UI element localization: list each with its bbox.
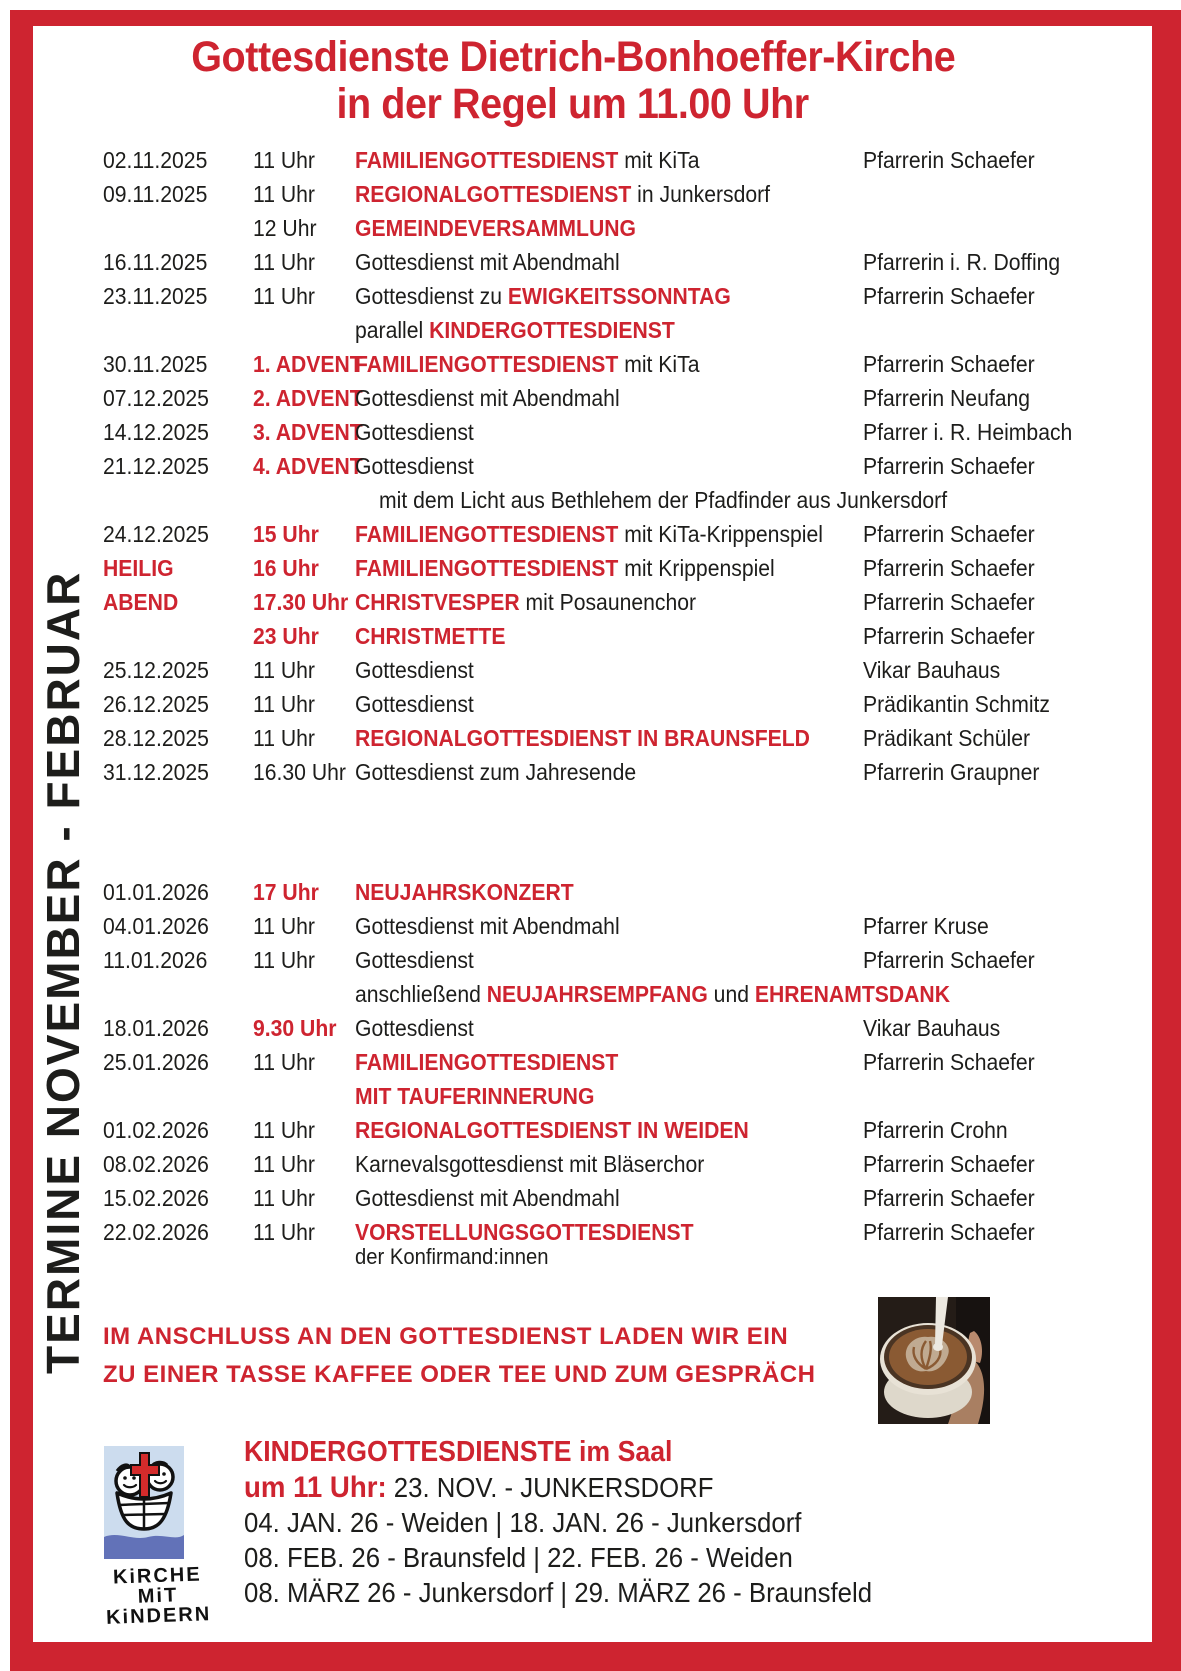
schedule-row (103, 483, 1143, 517)
frame-top (10, 10, 1181, 26)
date-cell: 26.12.2025 (103, 691, 209, 717)
kids-title-red: KINDERGOTTESDIENSTE (244, 1436, 572, 1468)
time-cell: 16 Uhr (253, 555, 319, 581)
date-cell: 11.01.2026 (103, 947, 208, 973)
schedule-row (103, 1147, 1143, 1181)
desc-cell: FAMILIENGOTTESDIENST (355, 1049, 619, 1075)
schedule-row (103, 1045, 1143, 1079)
desc-cell: Gottesdienst (355, 657, 474, 683)
pastor-cell: Vikar Bauhaus (863, 1015, 1001, 1041)
pastor-cell: Pfarrerin Schaefer (863, 1185, 1035, 1211)
desc-cell: REGIONALGOTTESDIENST IN WEIDEN (355, 1117, 749, 1143)
sidebar-vertical-label: TERMINE NOVEMBER - FEBRUAR (37, 570, 89, 1374)
time-cell: 11 Uhr (253, 725, 315, 751)
pastor-cell (863, 875, 1143, 909)
desc-cell: CHRISTVESPER mit Posaunenchor (355, 589, 697, 615)
schedule-row (103, 211, 1143, 245)
kids-first-entry: 23. NOV. - JUNKERSDORF (393, 1472, 714, 1503)
frame-right (1152, 10, 1181, 1671)
time-cell (253, 1079, 355, 1113)
date-cell: 23.11.2025 (103, 283, 208, 309)
time-cell: 4. ADVENT (253, 453, 363, 479)
desc-cell: FAMILIENGOTTESDIENST mit KiTa (355, 147, 700, 173)
date-cell: 15.02.2026 (103, 1185, 209, 1211)
kids-first-line (244, 1470, 927, 1505)
desc-cell: FAMILIENGOTTESDIENST mit Krippenspiel (355, 555, 775, 581)
desc-cell: Gottesdienst mit Abendmahl (355, 1185, 620, 1211)
date-cell: 14.12.2025 (103, 419, 209, 445)
time-cell: 3. ADVENT (253, 419, 363, 445)
pastor-cell (863, 177, 1143, 211)
date-cell: 04.01.2026 (103, 913, 209, 939)
pastor-cell: Pfarrerin Schaefer (863, 1049, 1035, 1075)
time-cell: 11 Uhr (253, 657, 315, 683)
schedule-row (103, 619, 1143, 653)
desc-cell: Gottesdienst mit Abendmahl (355, 913, 620, 939)
desc-cell: Gottesdienst (355, 453, 474, 479)
kids-logo-caption-line2: KiNDERN (105, 1603, 212, 1629)
frame-bottom (10, 1642, 1181, 1671)
desc-cell: Gottesdienst (355, 691, 474, 717)
coffee-invite-line1: IM ANSCHLUSS AN DEN GOTTESDIENST LADEN WIR EIN (103, 1323, 789, 1350)
date-cell (103, 619, 253, 653)
kids-logo-caption-line1: KiRCHE MiT (112, 1563, 202, 1608)
desc-cell: Gottesdienst (355, 1015, 474, 1041)
desc-cell: MIT TAUFERINNERUNG (355, 1083, 595, 1109)
date-cell (103, 211, 253, 245)
desc-cell: NEUJAHRSKONZERT (355, 879, 574, 905)
pastor-cell: Vikar Bauhaus (863, 657, 1001, 683)
kids-time-label: um 11 Uhr: (244, 1471, 387, 1504)
desc-cell: FAMILIENGOTTESDIENST mit KiTa (355, 351, 700, 377)
schedule-row (103, 347, 1143, 381)
desc-cell: REGIONALGOTTESDIENST in Junkersdorf (355, 181, 771, 207)
schedule-row (103, 1113, 1143, 1147)
desc-cell: Gottesdienst (355, 947, 474, 973)
pastor-cell: Pfarrerin Schaefer (863, 623, 1035, 649)
kids-line: 08. FEB. 26 - Braunsfeld | 22. FEB. 26 - Weiden (244, 1542, 793, 1573)
pastor-cell: Pfarrer i. R. Heimbach (863, 419, 1073, 445)
desc-cell: parallel KINDERGOTTESDIENST (355, 317, 675, 343)
schedule-row (103, 449, 1143, 483)
schedule-row (103, 653, 1143, 687)
time-cell: 11 Uhr (253, 147, 315, 173)
date-cell: ABEND (103, 589, 179, 615)
pastor-cell: Prädikant Schüler (863, 725, 1031, 751)
desc-cell: Gottesdienst (355, 419, 474, 445)
kids-title-black: im Saal (571, 1436, 673, 1468)
schedule-row (103, 909, 1143, 943)
schedule-row (103, 143, 1143, 177)
schedule-row (103, 245, 1143, 279)
schedule-row (103, 313, 1143, 347)
pastor-cell: Pfarrerin Crohn (863, 1117, 1008, 1143)
pastor-cell: Pfarrerin Schaefer (863, 555, 1035, 581)
desc-cell: GEMEINDEVERSAMMLUNG (355, 215, 636, 241)
kids-section (244, 1434, 927, 1610)
pastor-cell (863, 313, 1143, 347)
desc-cell: CHRISTMETTE (355, 623, 506, 649)
pastor-cell (863, 211, 1143, 245)
pastor-cell: Pfarrer Kruse (863, 913, 989, 939)
date-cell: 25.12.2025 (103, 657, 209, 683)
schedule-row (103, 721, 1143, 755)
page-title (33, 34, 1113, 128)
desc-cell: Karnevalsgottesdienst mit Bläserchor (355, 1151, 705, 1177)
frame-left (10, 10, 33, 1671)
schedule-row (103, 755, 1143, 789)
time-cell: 11 Uhr (253, 947, 315, 973)
date-cell: 07.12.2025 (103, 385, 209, 411)
pastor-cell: Pfarrerin Schaefer (863, 1151, 1035, 1177)
pastor-cell: Pfarrerin Schaefer (863, 147, 1035, 173)
time-cell: 11 Uhr (253, 1151, 315, 1177)
time-cell: 11 Uhr (253, 249, 315, 275)
coffee-invite-text (103, 1318, 815, 1394)
schedule-table (103, 143, 1143, 1270)
date-cell: 01.01.2026 (103, 879, 209, 905)
desc-cell: Gottesdienst mit Abendmahl (355, 385, 620, 411)
schedule-row (103, 1181, 1143, 1215)
kirche-mit-kindern-logo (103, 1445, 185, 1560)
time-cell: 11 Uhr (253, 1117, 315, 1143)
time-cell: 11 Uhr (253, 283, 315, 309)
schedule-row (103, 381, 1143, 415)
time-cell: 11 Uhr (253, 913, 315, 939)
desc-cell: Gottesdienst mit Abendmahl (355, 249, 620, 275)
time-cell: 11 Uhr (253, 181, 315, 207)
kids-section-title (244, 1434, 927, 1470)
kids-line: 08. MÄRZ 26 - Junkersdorf | 29. MÄRZ 26 - Braunsfeld (244, 1577, 873, 1608)
time-cell: 17.30 Uhr (253, 589, 349, 615)
time-cell: 1. ADVENT (253, 351, 363, 377)
schedule-row (103, 415, 1143, 449)
time-cell (253, 977, 355, 1011)
date-cell: HEILIG (103, 555, 174, 581)
pastor-cell: Pfarrerin Schaefer (863, 947, 1035, 973)
date-cell: 18.01.2026 (103, 1015, 209, 1041)
pastor-cell: Pfarrerin i. R. Doffing (863, 249, 1061, 275)
schedule-row (103, 551, 1143, 585)
pastor-cell: Pfarrerin Schaefer (863, 589, 1035, 615)
schedule-row (103, 943, 1143, 977)
date-cell: 30.11.2025 (103, 351, 208, 377)
date-cell: 01.02.2026 (103, 1117, 209, 1143)
desc-cell: Gottesdienst zu EWIGKEITSSONNTAG (355, 283, 731, 309)
desc-cell: Gottesdienst zum Jahresende (355, 759, 637, 785)
time-cell: 11 Uhr (253, 1049, 315, 1075)
page-title-line2: in der Regel um 11.00 Uhr (336, 80, 810, 128)
schedule-row (103, 1079, 1143, 1113)
desc-cell: VORSTELLUNGSGOTTESDIENST der Konfirmand:innen (355, 1215, 863, 1270)
schedule-row (103, 687, 1143, 721)
pastor-cell: Pfarrerin Schaefer (863, 521, 1035, 547)
date-cell (103, 1079, 253, 1113)
date-cell: 02.11.2025 (103, 147, 208, 173)
pastor-cell: Pfarrerin Schaefer (863, 1219, 1035, 1245)
pastor-cell: Prädikantin Schmitz (863, 691, 1050, 717)
schedule-row (103, 279, 1143, 313)
pastor-cell (863, 1079, 1143, 1113)
date-cell: 28.12.2025 (103, 725, 209, 751)
desc-cell: REGIONALGOTTESDIENST IN BRAUNSFELD (355, 725, 810, 751)
schedule-row (103, 977, 1143, 1011)
time-cell (253, 313, 355, 347)
coffee-photo (878, 1297, 990, 1424)
pastor-cell: Pfarrerin Neufang (863, 385, 1031, 411)
date-cell: 31.12.2025 (103, 759, 209, 785)
schedule-row (103, 177, 1143, 211)
pastor-cell: Pfarrerin Graupner (863, 759, 1040, 785)
date-cell (103, 313, 253, 347)
time-cell: 11 Uhr (253, 1185, 315, 1211)
time-cell: 16.30 Uhr (253, 759, 346, 785)
desc-cell: mit dem Licht aus Bethlehem der Pfadfinder aus Junkersdorf (379, 487, 948, 513)
date-cell: 08.02.2026 (103, 1151, 209, 1177)
kids-line: 04. JAN. 26 - Weiden | 18. JAN. 26 - Junkersdorf (244, 1507, 802, 1538)
date-cell: 16.11.2025 (103, 249, 208, 275)
time-cell: 11 Uhr (253, 691, 315, 717)
pastor-cell: Pfarrerin Schaefer (863, 283, 1035, 309)
date-cell: 09.11.2025 (103, 181, 208, 207)
desc-cell: anschließend NEUJAHRSEMPFANG und EHRENAMTSDANK (355, 981, 951, 1007)
schedule-row (103, 875, 1143, 909)
schedule-row (103, 1011, 1143, 1045)
schedule-row (103, 517, 1143, 551)
schedule-row (103, 1215, 1143, 1270)
pastor-cell: Pfarrerin Schaefer (863, 351, 1035, 377)
date-cell (103, 483, 253, 517)
time-cell: 23 Uhr (253, 623, 319, 649)
time-cell: 17 Uhr (253, 879, 319, 905)
time-cell: 9.30 Uhr (253, 1015, 337, 1041)
date-cell (103, 977, 253, 1011)
pastor-cell: Pfarrerin Schaefer (863, 453, 1035, 479)
time-cell: 12 Uhr (253, 215, 317, 241)
date-cell: 22.02.2026 (103, 1219, 209, 1245)
time-cell: 2. ADVENT (253, 385, 363, 411)
kids-logo-caption (92, 1564, 224, 1629)
desc-subline: der Konfirmand:innen (355, 1244, 549, 1269)
schedule-row (103, 585, 1143, 619)
time-cell: 11 Uhr (253, 1219, 315, 1245)
coffee-invite-line2: ZU EINER TASSE KAFFEE ODER TEE UND ZUM GESPRÄCH (103, 1361, 816, 1388)
date-cell: 24.12.2025 (103, 521, 209, 547)
page-title-line1: Gottesdienste Dietrich-Bonhoeffer-Kirche (190, 33, 956, 81)
desc-cell: FAMILIENGOTTESDIENST mit KiTa-Krippenspiel (355, 521, 823, 547)
date-cell: 21.12.2025 (103, 453, 209, 479)
time-cell (253, 483, 355, 517)
date-cell: 25.01.2026 (103, 1049, 209, 1075)
time-cell: 15 Uhr (253, 521, 319, 547)
